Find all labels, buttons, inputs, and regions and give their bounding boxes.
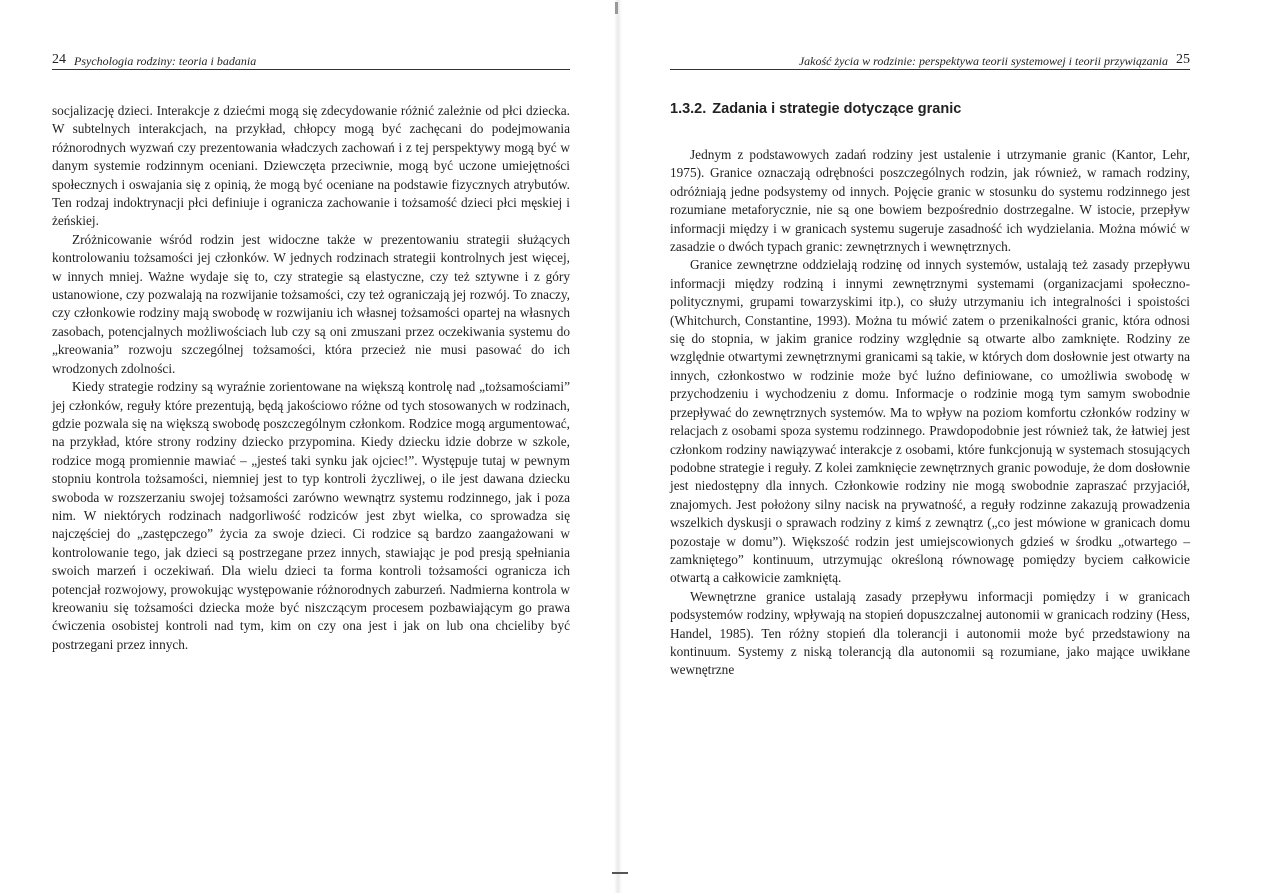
right-paragraph-1: Jednym z podstawowych zadań rodziny jest ustalenie i utrzymanie granic (Kantor, Lehr, 1975). Granice oznaczają odrębności poszczególnych rodzin, jak również, w ramach rodziny, odróżniają jedne podsystemy od innych. Pojęcie granic w stosunku do systemu rodzinnego jest rozumiane metaforycznie, nie są one bowiem bezpośrednio dostrzegalne. W istocie, przepływ informacji między i w granicach systemu sugeruje zasadność ich wydzielania. Można mówić w zasadzie o dwóch typach granic: zewnętrznych i wewnętrznych. [670, 147, 1190, 255]
gutter-bottom-mark [612, 872, 628, 874]
right-running-head [670, 52, 1190, 70]
left-page-number: 24 [52, 52, 66, 67]
right-running-title: Jakość życia w rodzinie: perspektywa teorii systemowej i teorii przywiązania [798, 54, 1168, 68]
left-paragraph-1: socjalizację dzieci. Interakcje z dziećmi mogą się zdecydowanie różnić zależnie od płci dziecka. W subtelnych interakcjach, na przykład, chłopcy mogą być zachęcani do podejmowania różnorodnych wyzwań czy prezentowania władczych zachowań i z tej perspektywy mogą być w danym systemie rodzinnym oceniani. Dziewczęta przeciwnie, mogą być uczone umiejętności społecznych i oswajania się z opinią, że mogą być oceniane na podstawie fizycznych atrybutów. Ten rodzaj indoktrynacji płci definiuje i ogranicza zachowanie i tożsamość dzieci płci męskiej i żeńskiej. [52, 103, 570, 229]
section-heading [670, 99, 1190, 119]
book-gutter [614, 0, 622, 893]
section-title: Zadania i strategie dotyczące granic [712, 101, 962, 117]
left-running-title: Psychologia rodziny: teoria i badania [74, 54, 257, 68]
right-body-text [670, 146, 1190, 680]
left-running-head [52, 52, 570, 70]
left-paragraph-3: Kiedy strategie rodziny są wyraźnie zorientowane na większą kontrolę nad „tożsamościami” jej członków, reguły które prezentują, będą jakościowo różne od tych stosowanych w rodzinach, gdzie pozwala się na większą swobodę poszczególnym członkom. Rodzice mogą argumentować, na przykład, które strony rodziny dziecko przypomina. Kiedy dziecku idzie dobrze w szkole, rodzice mogą promiennie mawiać – „jesteś taki synku jak ojciec!”. Występuje tutaj w pewnym stopniu kontrola tożsamości, niemniej jest to typ kontroli życzliwej, o ile jest dawana dziecku swoboda w rozszerzaniu swojej tożsamości zarówno wewnątrz systemu rodzinnego, jak i poza nim. W niektórych rodzinach nadgorliwość rodziców jest zbyt wielka, co sprowadza się najczęściej do „zastępczego” życia za swoje dzieci. Ci rodzice są bardzo zaangażowani w kontrolowanie tego, jak dzieci są postrzegane przez innych, stawiając je pod presją spełniania swoich marzeń i oczekiwań. Dla wielu dzieci ta forma kontroli tożsamości ogranicza ich potencjał rozwojowy, prowokując występowanie różnorodnych zaburzeń. Nadmierna kontrola w kreowaniu się tożsamości dziecka może być niszczącym procesem pozbawiającym go prawa ćwiczenia osobistej kontroli nad tym, kim on czy ona jest i jak on lub ona chcieliby być postrzegani przez innych. [52, 379, 570, 652]
section-number: 1.3.2. [670, 101, 707, 117]
gutter-top-mark [615, 2, 618, 14]
right-paragraph-2: Granice zewnętrzne oddzielają rodzinę od innych systemów, ustalają też zasady przepływu informacji między rodziną i innymi zewnętrznymi systemami (organizacjami społeczno-politycznymi, grupami towarzyskimi itp.), co służy utrzymaniu ich integralności i spoistości (Whitchurch, Constantine, 1993). Można tu mówić zatem o przenikalności granic, która odnosi się do stopnia, w jakim granice rodziny względnie są otwarte albo zamknięte. Rodziny ze względnie otwartymi zewnętrznymi granicami są takie, w których dom dosłownie jest otwarty na innych, członkostwo w rodzinie może być luźno definiowane, co umożliwia swobodę w przychodzeniu i wychodzeniu z domu. Informacje o rodzinie mogą tym samym swobodnie przepływać do zewnętrznych systemów. Ma to wpływ na poziom komfortu członków rodziny w relacjach z osobami spoza systemu rodzinnego. Prawdopodobnie jest również tak, że łatwiej jest członkom rodziny nawiązywać interakcje z osobami, które funkcjonują w systemach stosujących podobne strategie i reguły. Z kolei zamknięcie zewnętrznych granic powoduje, że dom dosłownie jest niedostępny dla innych. Członkowie rodziny nie mogą swobodnie zapraszać przyjaciół, znajomych. Jest położony silny nacisk na prywatność, a reguły rodzinne zakazują prowadzenia wszelkich dyskusji o sprawach rodziny z kimś z zewnątrz („co jest mówione w granicach domu pozostaje w domu”). Większość rodzin jest umiejscowionych gdzieś w środku „otwartego – zamkniętego” kontinuum, utrzymując określoną równowagę pomiędzy byciem całkowicie otwartą a całkowicie zamkniętą. [670, 257, 1190, 586]
right-paragraph-3: Wewnętrzne granice ustalają zasady przepływu informacji pomiędzy i w granicach podsystemów rodziny, wpływają na stopień dopuszczalnej autonomii w granicach rodziny (Hess, Handel, 1985). Ten różny stopień dla tolerancji i autonomii może być przedstawiony na kontinuum. Systemy z niską tolerancją dla autonomii są rozumiane, jako mające uwikłane wewnętrzne [670, 588, 1190, 678]
right-page-number: 25 [1176, 52, 1190, 67]
left-paragraph-2: Zróżnicowanie wśród rodzin jest widoczne także w prezentowaniu strategii służących kontrolowaniu tożsamości jej członków. W jednych rodzinach strategii kontrolnych jest więcej, w innych mniej. Ważne wydaje się to, czy strategie są elastyczne, czy też sztywne i z góry ustanowione, czy pozwalają na rozwijanie tożsamości, czy też ograniczają jej rozwój. To znaczy, czy członkowie rodziny mają swobodę w rozwijaniu ich własnej tożsamości opartej na własnych zasobach, potencjalnych możliwościach lub czy są oni zmuszani przez oczekiwania systemu do „kreowania” rozwoju szczególnej tożsamości, która przecież nie musi pasować do ich wrodzonych zdolności. [52, 231, 570, 376]
left-body-text [52, 102, 570, 654]
